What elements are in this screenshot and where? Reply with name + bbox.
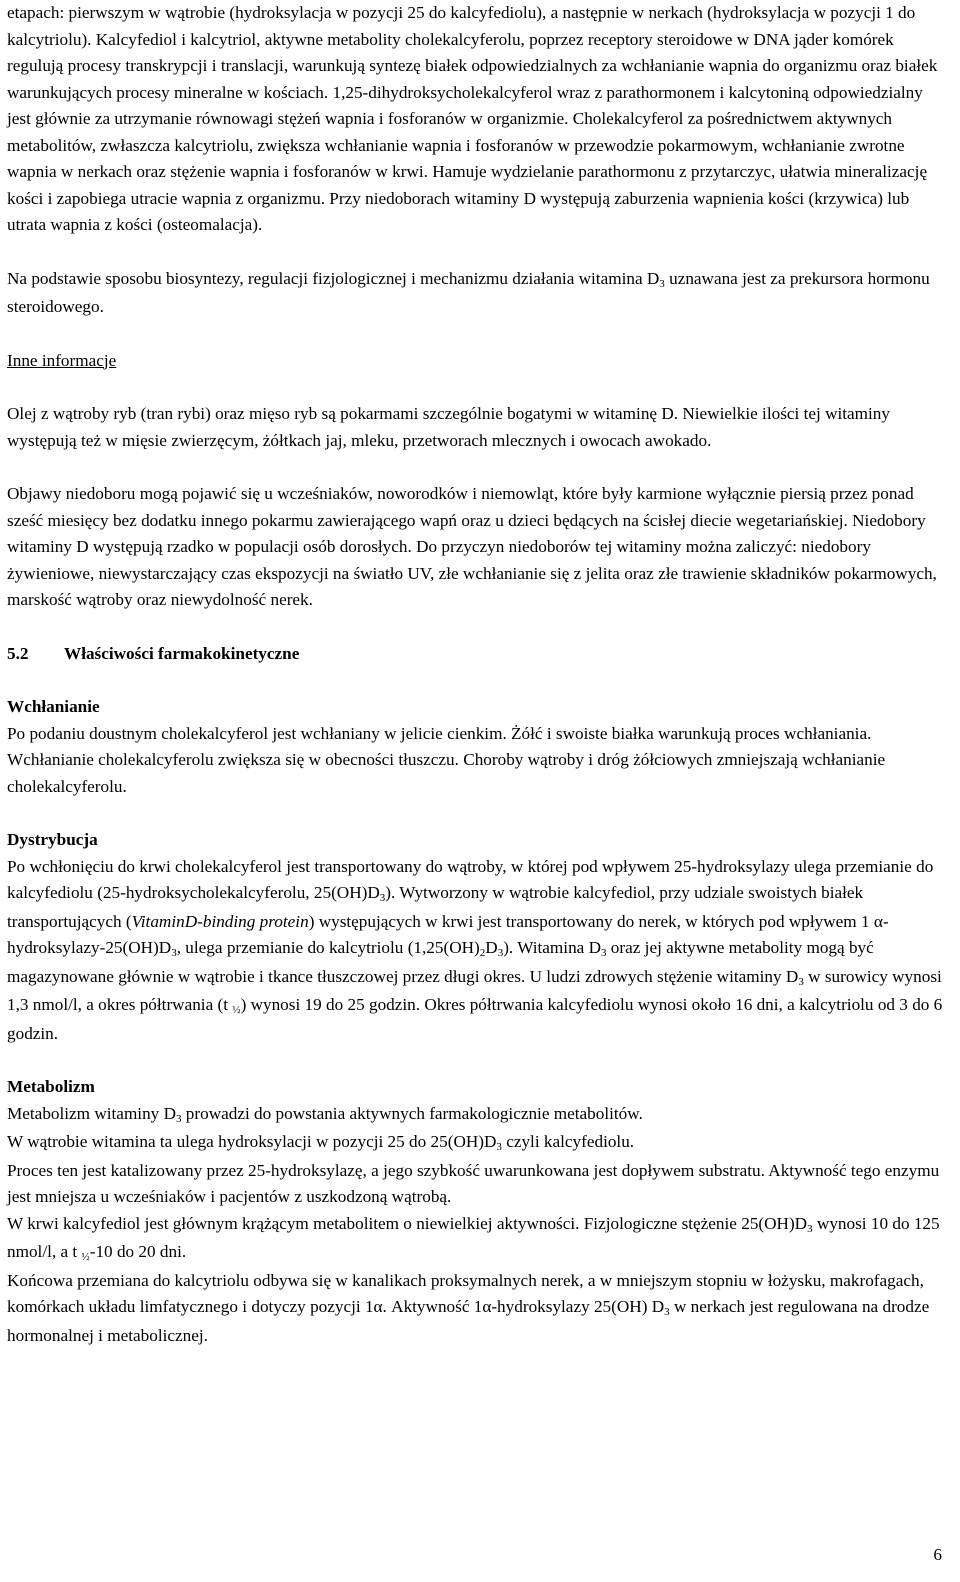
section-title: Właściwości farmakokinetyczne bbox=[64, 643, 300, 663]
heading-inne-informacje: Inne informacje bbox=[7, 350, 117, 370]
text: ). Wytworzony w wątrobie kalcyfediol, przy udziale swoistych białek transportujących ( bbox=[7, 883, 864, 931]
subscript: 3 bbox=[659, 277, 665, 290]
text: W krwi kalcyfediol jest głównym krążącym metabolitem o niewielkiej aktywności. Fizjologiczne stężenie 25(OH)D bbox=[7, 1213, 808, 1233]
text: D bbox=[485, 938, 498, 957]
metabolizm-line-3: Proces ten jest katalizowany przez 25-hydroksylazę, a jego szybkość uwarunkowana jest dopływem substratu. Aktywność tego enzymu jest mniejsza u wcześniaków i pacjentów z uszkodzoną wątrobą. bbox=[7, 1160, 940, 1206]
section-heading bbox=[7, 641, 947, 668]
subscript: 3 bbox=[601, 947, 607, 959]
document-page bbox=[7, 0, 947, 1349]
subscript: 3 bbox=[171, 947, 177, 959]
text: ) wynosi 19 do 25 godzin. Okres półtrwania kalcyfediolu wynosi około 16 dni, a kalcytriolu od 3 do 6 godzin. bbox=[7, 995, 943, 1043]
paragraph-wchlanianie: Po podaniu doustnym cholekalcyferol jest wchłaniany w jelicie cienkim. Żółć i swoiste białka warunkują proces wchłaniania. Wchłanianie cholekalcyferolu zwiększa się w obecności tłuszczu. Choroby wątroby i dróg żółciowych zmniejszają wchłanianie cholekalcyferolu. bbox=[7, 723, 886, 796]
text: ). Witamina D bbox=[503, 938, 601, 957]
text: Metabolizm witaminy D bbox=[7, 1103, 176, 1123]
subscript: ½ bbox=[232, 1004, 241, 1016]
heading-metabolizm: Metabolizm bbox=[7, 1077, 95, 1096]
subscript: 3 bbox=[798, 975, 804, 988]
subscript: 3 bbox=[496, 1141, 502, 1153]
text: W wątrobie witamina ta ulega hydroksylacji w pozycji 25 do 25(OH)D bbox=[7, 1132, 497, 1151]
text: Po wchłonięciu do krwi cholekalcyferol jest transportowany do wątroby, w której pod wpływem 25-hydroksylazy ulega przemianie do kalcyfediolu (25-hydroksycholekalcyferolu, 25(OH)D bbox=[7, 856, 934, 902]
text: Na podstawie sposobu biosyntezy, regulacji fizjologicznej i mechanizmu działania witamina D bbox=[7, 268, 660, 288]
subscript: 2 bbox=[479, 947, 486, 959]
italic-text: VitaminD-binding protein bbox=[131, 911, 309, 931]
metabolizm-line-4 bbox=[7, 1211, 947, 1268]
metabolizm-line-1 bbox=[7, 1101, 947, 1130]
paragraph-dystrybucja bbox=[7, 854, 947, 1048]
paragraph-deficiency: Objawy niedoboru mogą pojawić się u wcześniaków, noworodków i niemowląt, które były karmione wyłącznie piersią przez ponad sześć miesięcy bez dodatku innego pokarmu zawierającego wapń oraz u dzieci będących na ścisłej diecie wegetariańskiej. Niedobory witaminy D występują rzadko w populacji osób dorosłych. Do przyczyn niedoborów tej witaminy można zaliczyć: niedobory żywieniowe, niewystarczający czas ekspozycji na światło UV, złe wchłanianie się z jelita oraz złe trawienie składników pokarmowych, marskość wątroby oraz niewydolność nerek. bbox=[7, 484, 937, 609]
paragraph-sources: Olej z wątroby ryb (tran rybi) oraz mięso ryb są pokarmami szczególnie bogatymi w witaminę D. Niewielkie ilości tej witaminy występują też w mięsie zwierzęcym, żółtkach jaj, mleku, przetworach mlecznych i owocach awokado. bbox=[7, 404, 890, 450]
text: w nerkach jest regulowana na drodze hormonalnej i metabolicznej. bbox=[7, 1297, 930, 1345]
subscript: 3 bbox=[807, 1222, 813, 1235]
text: uznawana jest za prekursora hormonu steroidowego. bbox=[7, 268, 930, 316]
subscript: ½ bbox=[81, 1251, 90, 1263]
heading-wchlanianie: Wchłanianie bbox=[7, 697, 100, 716]
text: , ulega przemianie do kalcytriolu (1,25(OH) bbox=[176, 938, 480, 957]
paragraph-hormone bbox=[7, 266, 947, 321]
metabolizm-line-2 bbox=[7, 1129, 947, 1158]
page-number: 6 bbox=[933, 1545, 942, 1564]
subscript: 3 bbox=[664, 1306, 670, 1318]
heading-dystrybucja: Dystrybucja bbox=[7, 830, 98, 849]
text: -10 do 20 dni. bbox=[89, 1242, 187, 1261]
paragraph-mechanism: etapach: pierwszym w wątrobie (hydroksylacja w pozycji 25 do kalcyfediolu), a następnie w nerkach (hydroksylacja w pozycji 1 do kalcytriolu). Kalcyfediol i kalcytriol, aktywne metabolity cholekalcyferolu, poprzez receptory steroidowe w DNA jąder komórek regulują procesy transkrypcji i translacji, warunkują syntezę białek odpowiedzialnych za wchłanianie wapnia do organizmu oraz białek warunkujących procesy mineralne w kościach. 1,25-dihydroksycholekalcyferol wraz z parathormonem i kalcytoniną odpowiedzialny jest głównie za utrzymanie równowagi stężeń wapnia i fosforanów w organizmie. Cholekalcyferol za pośrednictwem aktywnych metabolitów, zwłaszcza kalcytriolu, zwiększa wchłanianie wapnia i fosforanów w przewodzie pokarmowym, wchłanianie zwrotne wapnia w nerkach oraz stężenie wapnia i fosforanów w krwi. Hamuje wydzielanie parathormonu z przytarczyc, ułatwia mineralizację kości i zapobiega utracie wapnia z organizmu. Przy niedoborach witaminy D występują zaburzenia wapnienia kości (krzywica) lub utrata wapnia z kości (osteomalacja). bbox=[7, 3, 938, 234]
text: oraz jej aktywne metabolity mogą być magazynowane głównie w wątrobie i tkance tłuszczowej przez długi okres. U ludzi zdrowych stężenie witaminy D bbox=[7, 938, 874, 986]
subscript: 3 bbox=[175, 1112, 182, 1125]
text: czyli kalcyfediolu. bbox=[501, 1132, 635, 1151]
text: w surowicy wynosi 1,3 nmol/l, a okres półtrwania (t bbox=[7, 966, 942, 1014]
subscript: 3 bbox=[497, 947, 504, 959]
text: prowadzi do powstania aktywnych farmakologicznie metabolitów. bbox=[181, 1103, 643, 1123]
section-number: 5.2 bbox=[7, 643, 29, 663]
text: wynosi 10 do 125 nmol/l, a t bbox=[7, 1213, 940, 1261]
text: Końcowa przemiana do kalcytriolu odbywa się w kanalikach proksymalnych nerek, a w mniejszym stopniu w łożysku, makrofagach, komórkach układu limfatycznego i dotyczy pozycji 1α. Aktywność 1α-hydroksylazy 25(OH) D bbox=[7, 1270, 924, 1316]
subscript: 3 bbox=[379, 892, 386, 904]
metabolizm-line-5 bbox=[7, 1268, 947, 1350]
text: ) występujących w krwi jest transportowany do nerek, w których pod wpływem 1 α-hydroksylazy-25(OH)D bbox=[7, 911, 889, 957]
